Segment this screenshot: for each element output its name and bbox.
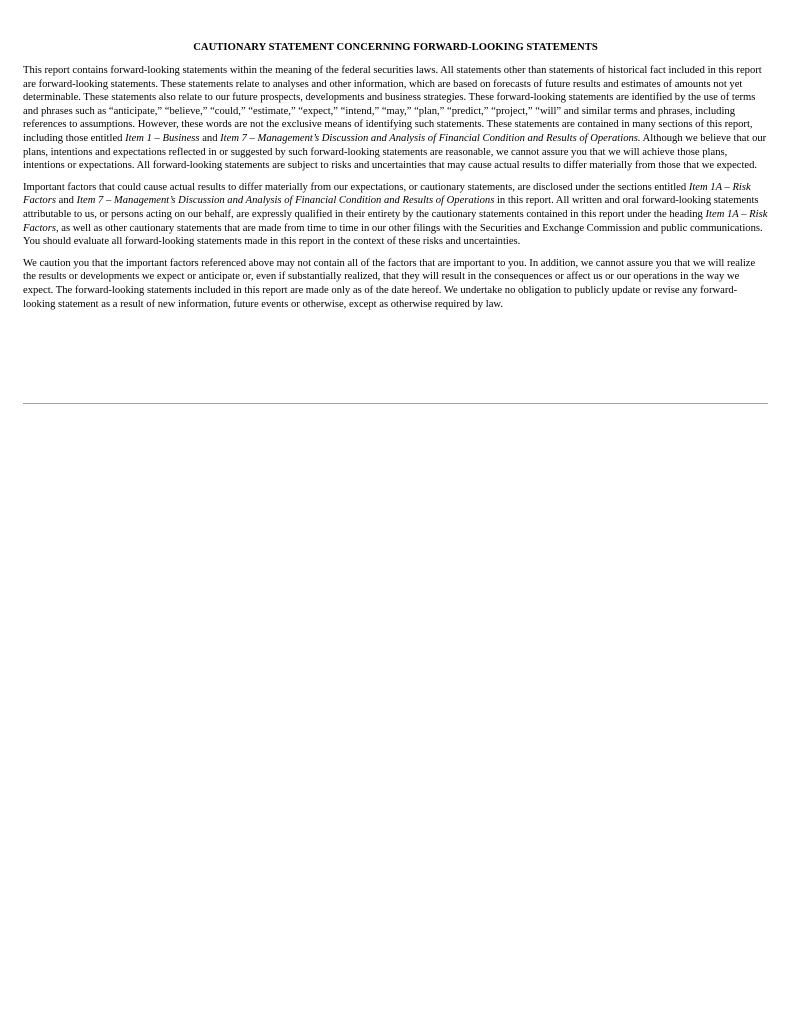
- paragraph-intro: [23, 64, 768, 173]
- paragraph-text: Although we believe that our plans, intentions and expectations reflected in or suggested by such forward-looking statements are reasonable, we cannot assure you that we will achieve those plans, intentions or expectations. All forward-looking statements are subject to risks and uncertainties that may cause actual results to differ materially from those that we expected.: [23, 132, 767, 172]
- paragraph-text: and: [55, 195, 77, 207]
- paragraph-text: This report contains forward-looking statements within the meaning of the federal securities laws. All statements other than statements of historical fact included in this report are forward-looking statements. These statements relate to analyses and other information, which are based on forecasts of future results and estimates of amounts not yet determinable. These statements also relate to our future prospects, developments and business strategies. These forward-looking statements are identified by the use of terms and phrases such as “anticipate,” “believe,” “could,” “estimate,” “expect,” “intend,” “may,” “plan,” “predict,” “project,” “will” and similar terms and phrases, including references to assumptions. However, these words are not the exclusive means of identifying such statements. These statements are contained in many sections of this report, including those entitled: [23, 65, 762, 144]
- item-1a-reference: Item 1A – Risk Factors: [23, 208, 768, 234]
- paragraph-text: , as well as other cautionary statements that are made from time to time in our other filings with the Securities and Exchange Commission and public communications. You should evaluate all forward-looking statements made in this report in the context of these risks and uncertainties.: [23, 222, 763, 248]
- item-1a-reference: Item 1A – Risk Factors: [23, 181, 751, 207]
- document-page: [23, 42, 768, 319]
- paragraph-caution: We caution you that the important factors referenced above may not contain all of the factors that are important to you. In addition, we cannot assure you that we will realize the results or developments we expect or anticipate or, even if substantially realized, that they will result in the consequences or affect us or our operations in the way we expect. The forward-looking statements included in this report are made only as of the date hereof. We undertake no obligation to publicly update or revise any forward-looking statement as a result of new information, future events or otherwise, except as otherwise required by law.: [23, 257, 756, 310]
- page-title: CAUTIONARY STATEMENT CONCERNING FORWARD-LOOKING STATEMENTS: [193, 42, 598, 53]
- item-7-reference: Item 7 – Management’s Discussion and Analysis of Financial Condition and Results of Operations.: [220, 132, 641, 144]
- item-7-reference: Item 7 – Management’s Discussion and Analysis of Financial Condition and Results of Operations: [76, 195, 495, 207]
- paragraph-text: in this report. All written and oral forward-looking statements attributable to us, or persons acting on our behalf, are expressly qualified in their entirety by the cautionary statements contained in this report under the heading: [23, 195, 759, 220]
- page-divider: [23, 403, 768, 404]
- item-1-reference: Item 1 – Business: [125, 132, 200, 144]
- paragraph-text: Important factors that could cause actual results to differ materially from our expectations, or cautionary statements, are disclosed under the sections entitled: [23, 181, 689, 193]
- paragraph-important-factors: [23, 181, 768, 249]
- paragraph-text: and: [199, 132, 221, 144]
